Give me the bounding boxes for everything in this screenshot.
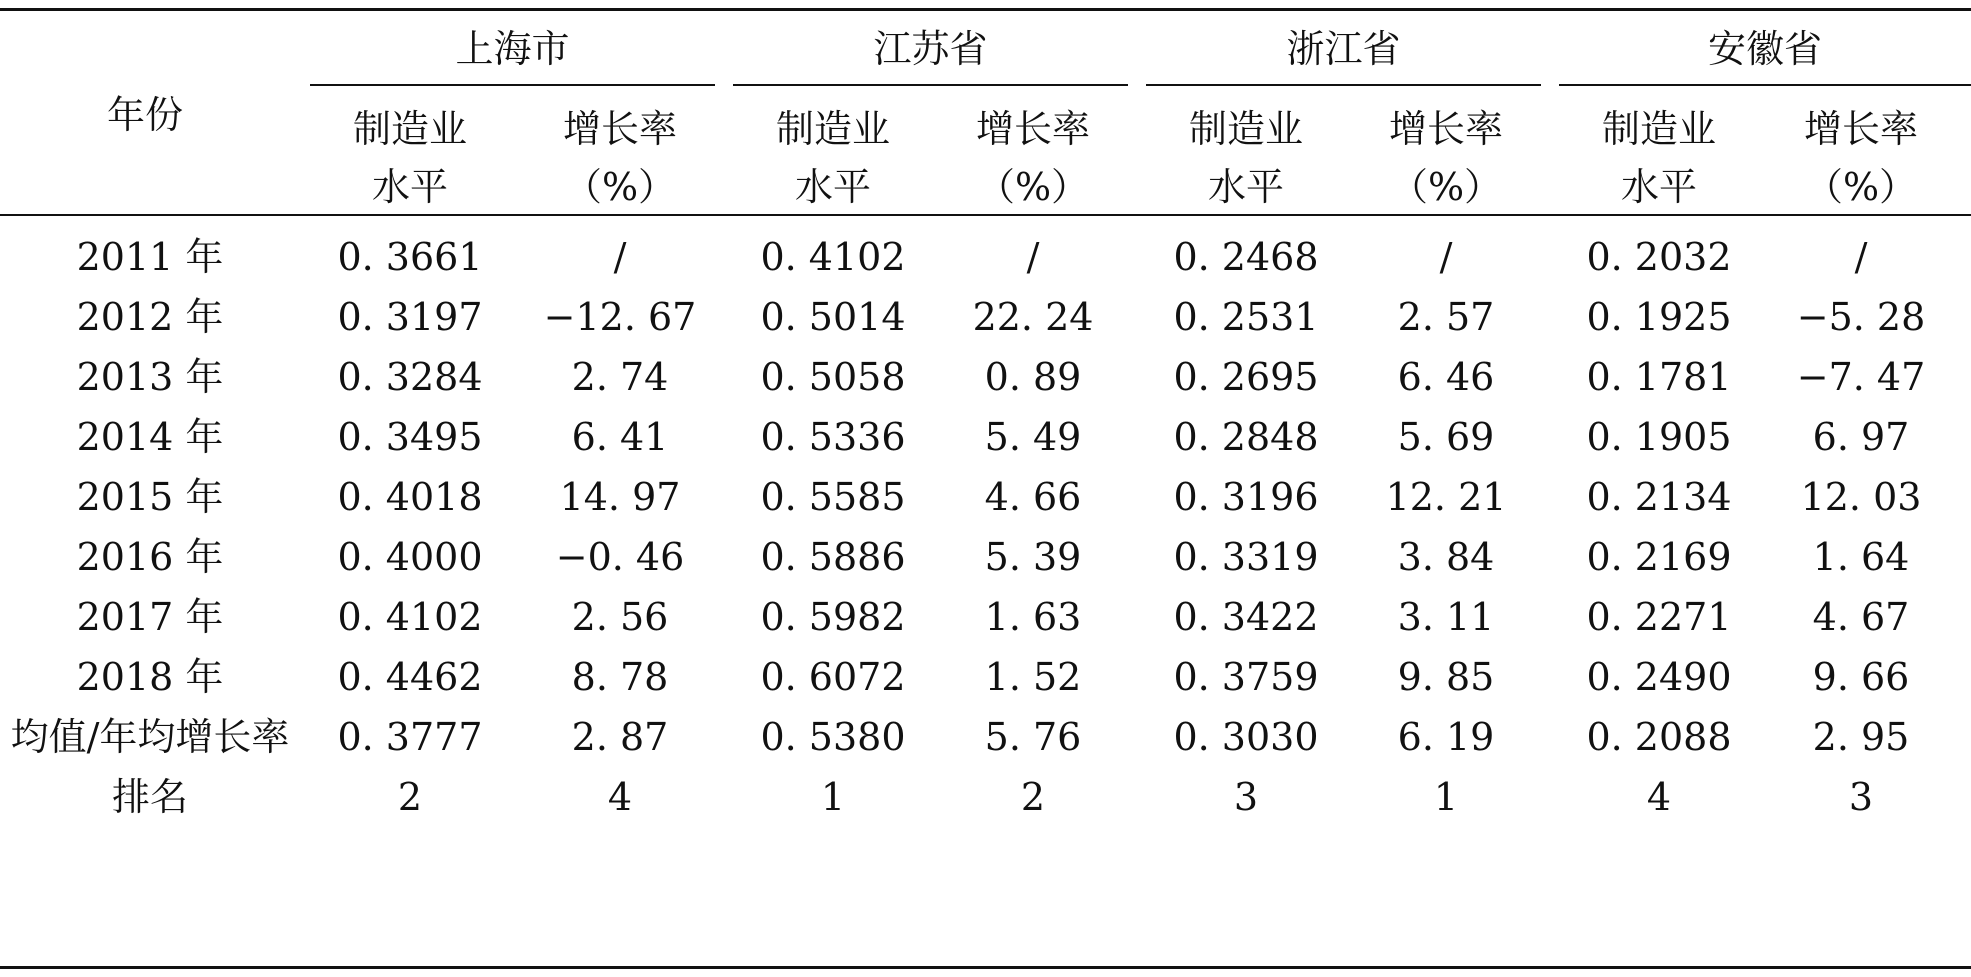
province-header-zhejiang: 浙江省 bbox=[1286, 27, 1401, 71]
level-cell: 0. 3196 bbox=[1173, 475, 1319, 519]
level-cell: 0. 4018 bbox=[337, 475, 483, 519]
level-cell: 2 bbox=[397, 775, 423, 819]
sub-header-level: 制造业 水平 bbox=[1188, 107, 1303, 209]
level-cell: 0. 4000 bbox=[337, 535, 483, 579]
level-cell: 0. 3777 bbox=[337, 715, 483, 759]
level-cell: 0. 5058 bbox=[760, 355, 906, 399]
rate-cell: 9. 85 bbox=[1397, 655, 1495, 699]
level-cell: 0. 3495 bbox=[337, 415, 483, 459]
rate-cell: 0. 89 bbox=[984, 355, 1082, 399]
row-year-label: 2018 年 bbox=[76, 655, 224, 699]
rate-cell: 1 bbox=[1433, 775, 1459, 819]
level-cell: 0. 5982 bbox=[760, 595, 906, 639]
bottom-rule bbox=[0, 966, 1971, 969]
level-cell: 0. 2088 bbox=[1586, 715, 1732, 759]
rate-cell: 2 bbox=[1020, 775, 1046, 819]
rate-cell: 4 bbox=[607, 775, 633, 819]
sub-header-rate: 增长率 （%） bbox=[1388, 107, 1503, 209]
level-cell: 1 bbox=[820, 775, 846, 819]
rate-cell: / bbox=[1854, 235, 1868, 279]
rate-cell: −5. 28 bbox=[1796, 295, 1926, 339]
level-cell: 0. 2848 bbox=[1173, 415, 1319, 459]
level-cell: 0. 4462 bbox=[337, 655, 483, 699]
row-year-label: 2017 年 bbox=[76, 595, 224, 639]
level-cell: 0. 6072 bbox=[760, 655, 906, 699]
top-rule bbox=[0, 8, 1971, 11]
sub-header-level: 制造业 水平 bbox=[352, 107, 467, 209]
rate-cell: 9. 66 bbox=[1812, 655, 1910, 699]
rate-cell: 3 bbox=[1848, 775, 1874, 819]
level-cell: 0. 2531 bbox=[1173, 295, 1319, 339]
level-cell: 0. 2134 bbox=[1586, 475, 1732, 519]
rate-cell: 2. 95 bbox=[1812, 715, 1910, 759]
rate-cell: 14. 97 bbox=[559, 475, 681, 519]
province-rule-shanghai bbox=[310, 84, 715, 86]
province-rule-zhejiang bbox=[1146, 84, 1541, 86]
level-cell: 0. 2490 bbox=[1586, 655, 1732, 699]
level-cell: 0. 5886 bbox=[760, 535, 906, 579]
level-cell: 0. 3759 bbox=[1173, 655, 1319, 699]
row-year-label: 均值/年均增长率 bbox=[10, 715, 290, 759]
province-header-jiangsu: 江苏省 bbox=[873, 27, 988, 71]
year-column-header: 年份 bbox=[106, 93, 183, 137]
rate-cell: 2. 87 bbox=[571, 715, 669, 759]
level-cell: 0. 2271 bbox=[1586, 595, 1732, 639]
level-cell: 0. 5336 bbox=[760, 415, 906, 459]
sub-header-level: 制造业 水平 bbox=[1601, 107, 1716, 209]
province-rule-anhui bbox=[1559, 84, 1971, 86]
province-header-shanghai: 上海市 bbox=[455, 27, 570, 71]
rate-cell: 6. 97 bbox=[1812, 415, 1910, 459]
row-year-label: 2015 年 bbox=[76, 475, 224, 519]
rate-cell: −12. 67 bbox=[543, 295, 697, 339]
level-cell: 0. 5585 bbox=[760, 475, 906, 519]
rate-cell: 8. 78 bbox=[571, 655, 669, 699]
level-cell: 0. 3284 bbox=[337, 355, 483, 399]
rate-cell: 2. 56 bbox=[571, 595, 669, 639]
rate-cell: 3. 11 bbox=[1397, 595, 1495, 639]
rate-cell: / bbox=[1026, 235, 1040, 279]
level-cell: 0. 2032 bbox=[1586, 235, 1732, 279]
level-cell: 0. 1781 bbox=[1586, 355, 1732, 399]
level-cell: 0. 5380 bbox=[760, 715, 906, 759]
level-cell: 0. 3422 bbox=[1173, 595, 1319, 639]
rate-cell: −7. 47 bbox=[1796, 355, 1926, 399]
rate-cell: 22. 24 bbox=[972, 295, 1094, 339]
sub-header-rate: 增长率 （%） bbox=[975, 107, 1090, 209]
rate-cell: 1. 63 bbox=[984, 595, 1082, 639]
rate-cell: 5. 49 bbox=[984, 415, 1082, 459]
rate-cell: 4. 66 bbox=[984, 475, 1082, 519]
rate-cell: 5. 76 bbox=[984, 715, 1082, 759]
row-year-label: 2014 年 bbox=[76, 415, 224, 459]
province-rule-jiangsu bbox=[733, 84, 1128, 86]
level-cell: 0. 3197 bbox=[337, 295, 483, 339]
level-cell: 0. 3319 bbox=[1173, 535, 1319, 579]
row-year-label: 排名 bbox=[111, 775, 188, 819]
level-cell: 3 bbox=[1233, 775, 1259, 819]
rate-cell: 5. 39 bbox=[984, 535, 1082, 579]
level-cell: 0. 1925 bbox=[1586, 295, 1732, 339]
rate-cell: 3. 84 bbox=[1397, 535, 1495, 579]
level-cell: 0. 2468 bbox=[1173, 235, 1319, 279]
province-header-anhui: 安徽省 bbox=[1707, 27, 1822, 71]
rate-cell: 1. 64 bbox=[1812, 535, 1910, 579]
rate-cell: 6. 19 bbox=[1397, 715, 1495, 759]
sub-header-level: 制造业 水平 bbox=[775, 107, 890, 209]
rate-cell: 4. 67 bbox=[1812, 595, 1910, 639]
rate-cell: 12. 21 bbox=[1385, 475, 1507, 519]
rate-cell: 2. 57 bbox=[1397, 295, 1495, 339]
level-cell: 0. 4102 bbox=[337, 595, 483, 639]
level-cell: 4 bbox=[1646, 775, 1672, 819]
row-year-label: 2013 年 bbox=[76, 355, 224, 399]
level-cell: 0. 2169 bbox=[1586, 535, 1732, 579]
rate-cell: / bbox=[613, 235, 627, 279]
rate-cell: 2. 74 bbox=[571, 355, 669, 399]
rate-cell: 6. 46 bbox=[1397, 355, 1495, 399]
sub-header-rate: 增长率 （%） bbox=[1803, 107, 1918, 209]
level-cell: 0. 3661 bbox=[337, 235, 483, 279]
level-cell: 0. 1905 bbox=[1586, 415, 1732, 459]
level-cell: 0. 5014 bbox=[760, 295, 906, 339]
rate-cell: 12. 03 bbox=[1800, 475, 1922, 519]
rate-cell: 1. 52 bbox=[984, 655, 1082, 699]
rate-cell: 5. 69 bbox=[1397, 415, 1495, 459]
header-rule bbox=[0, 214, 1971, 216]
rate-cell: −0. 46 bbox=[555, 535, 685, 579]
level-cell: 0. 3030 bbox=[1173, 715, 1319, 759]
sub-header-rate: 增长率 （%） bbox=[562, 107, 677, 209]
row-year-label: 2016 年 bbox=[76, 535, 224, 579]
rate-cell: / bbox=[1439, 235, 1453, 279]
level-cell: 0. 2695 bbox=[1173, 355, 1319, 399]
rate-cell: 6. 41 bbox=[571, 415, 669, 459]
row-year-label: 2012 年 bbox=[76, 295, 224, 339]
row-year-label: 2011 年 bbox=[76, 235, 224, 279]
level-cell: 0. 4102 bbox=[760, 235, 906, 279]
